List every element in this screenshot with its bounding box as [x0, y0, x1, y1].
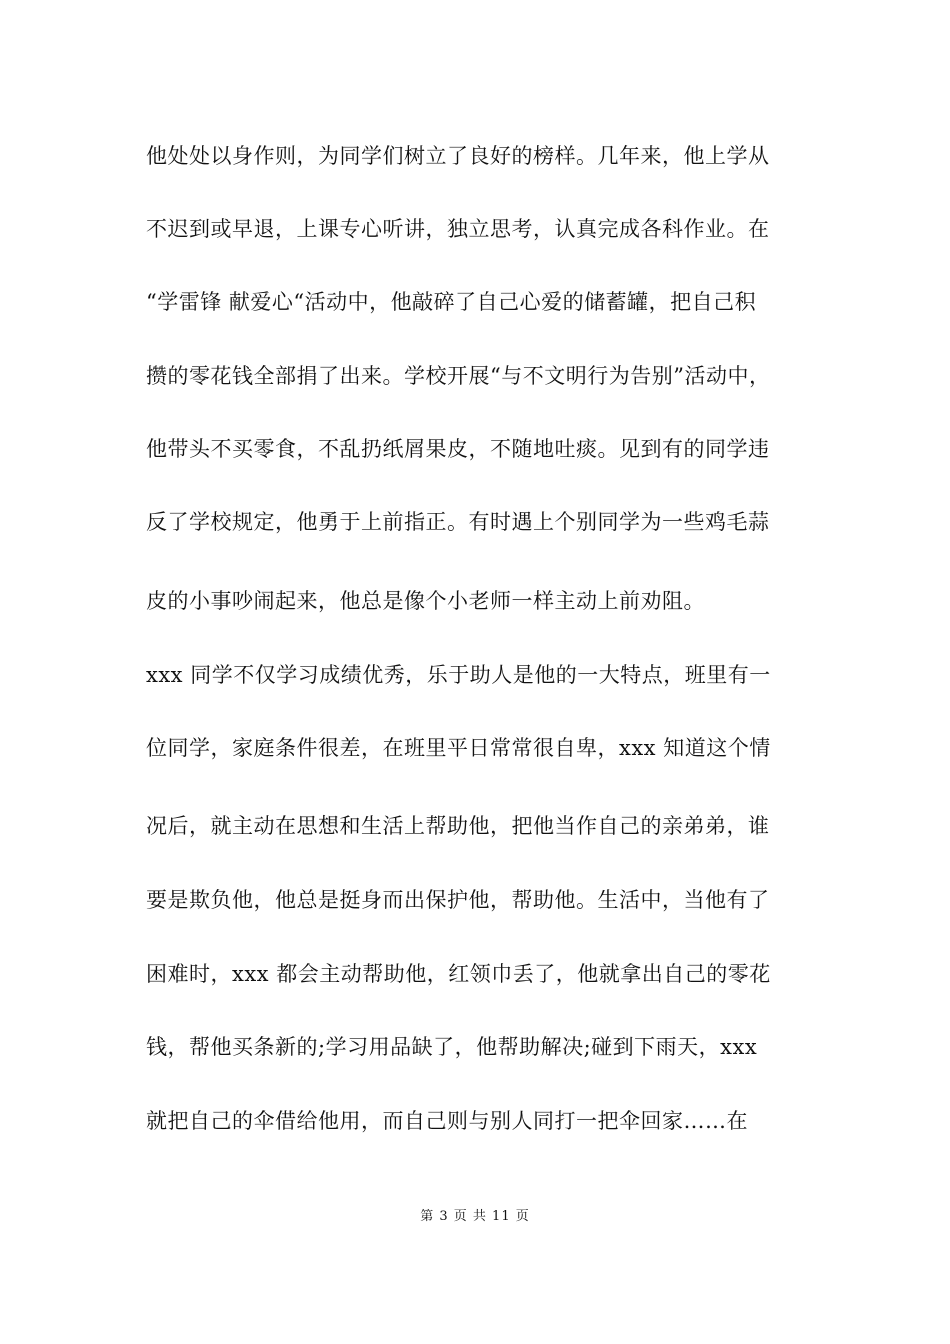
- paragraph-line: 就把自己的伞借给他用，而自己则与别人同打一把伞回家……在: [146, 1109, 748, 1133]
- paragraph-line: 钱，帮他买条新的;学习用品缺了，他帮助解决;碰到下雨天，xxx: [146, 1035, 758, 1059]
- paragraph-line: 反了学校规定，他勇于上前指正。有时遇上个别同学为一些鸡毛蒜: [146, 510, 770, 534]
- paragraph-line: 他带头不买零食，不乱扔纸屑果皮，不随地吐痰。见到有的同学违: [146, 437, 770, 461]
- paragraph-line: 皮的小事吵闹起来，他总是像个小老师一样主动上前劝阻。: [146, 589, 705, 613]
- paragraph-line: “学雷锋 献爱心“活动中，他敲碎了自己心爱的储蓄罐，把自己积: [146, 290, 757, 314]
- paragraph-line: 他处处以身作则，为同学们树立了良好的榜样。几年来，他上学从: [146, 144, 770, 168]
- paragraph-line: xxx 同学不仅学习成绩优秀，乐于助人是他的一大特点，班里有一: [146, 663, 771, 687]
- paragraph-line: 况后，就主动在思想和生活上帮助他，把他当作自己的亲弟弟，谁: [146, 814, 770, 838]
- paragraph-line: 位同学，家庭条件很差，在班里平日常常很自卑，xxx 知道这个情: [146, 736, 771, 760]
- page-number-footer: 第 3 页 共 11 页: [420, 1209, 530, 1224]
- paragraph-line: 要是欺负他，他总是挺身而出保护他，帮助他。生活中，当他有了: [146, 888, 770, 912]
- paragraph-line: 攒的零花钱全部捐了出来。学校开展“与不文明行为告别”活动中，: [146, 364, 771, 388]
- paragraph-line: 困难时，xxx 都会主动帮助他，红领巾丢了，他就拿出自己的零花: [146, 962, 771, 986]
- paragraph-line: 不迟到或早退，上课专心听讲，独立思考，认真完成各科作业。在: [146, 217, 770, 241]
